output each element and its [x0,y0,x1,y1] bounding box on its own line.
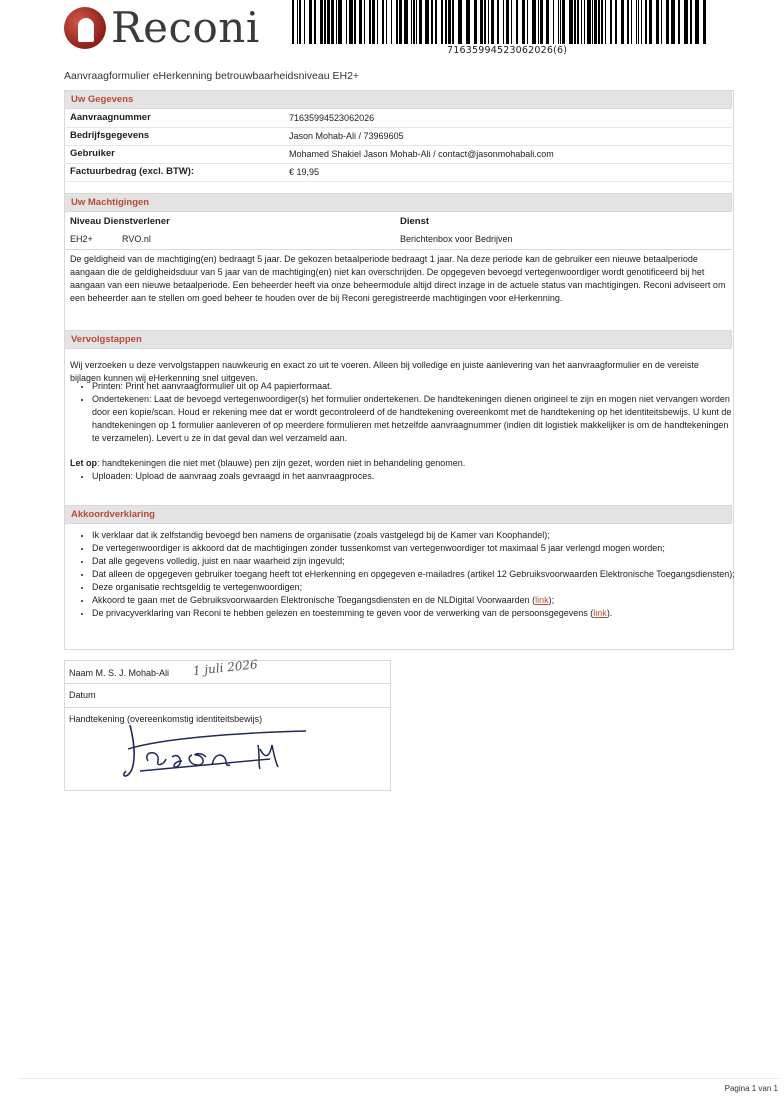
barcode-bar [503,0,504,44]
signature-drawing [120,721,310,783]
barcode-bar [413,0,415,44]
barcode-bar [695,0,699,44]
barcode-bar [369,0,371,44]
vervolg-intro: Wij verzoeken u deze vervolgstappen nauwkeurig en exact zo uit te voeren. Alleen bij volledige en juiste aanlevering van het aanvraagformulier en de vereiste bijlagen kunnen wij eHerkenning snel uitgeven. [70,360,699,383]
list-item [92,607,754,620]
barcode-bar [562,0,565,44]
barcode-bar [527,0,528,44]
barcode-bar [574,0,576,44]
privacy-link[interactable]: link [593,608,607,618]
barcode-bar [546,0,549,44]
list-item: • Deze organisatie rechtsgeldig te vertegenwoordigen; [92,581,754,594]
barcode-bar [448,0,451,44]
field-label: Aanvraagnummer [70,112,151,123]
barcode-bar [386,0,387,44]
list-item: • Uploaden: Upload de aanvraag zoals gevraagd in het aanvraagproces. [92,470,732,483]
handtekening-label: Handtekening (overeenkomstig identiteitsbewijs) [69,714,263,724]
page-number: Pagina 1 van 1 [724,1084,778,1093]
barcode-bar [661,0,662,44]
upload-list [70,470,732,483]
barcode-bar [466,0,470,44]
naam-label: Naam M. S. J. Mohab-Ali [69,668,170,678]
akkoord-list [70,529,754,620]
field-label: Gebruiker [70,148,115,159]
barcode-bar [338,0,342,44]
barcode-bar [377,0,378,44]
barcode-bar [592,0,593,44]
barcode-bar [484,0,486,44]
signature-box [64,657,391,791]
section-title: Uw Machtigingen [71,197,150,208]
row-bedrijfsgegevens [64,128,732,146]
barcode-bar [621,0,624,44]
steps-list [70,380,732,445]
barcode-bar [641,0,642,44]
barcode-bar [364,0,365,44]
barcode-bar [497,0,499,44]
item-text: ). [606,608,613,618]
barcode-bar [320,0,323,44]
barcode-bar [488,0,489,44]
section-header-machtigingen [64,193,732,212]
barcode-bar [638,0,639,44]
section-title: Uw Gegevens [71,94,134,105]
column-header-niveau: Niveau Dienstverlener [70,216,170,227]
barcode-bar [690,0,692,44]
barcode-bar [354,0,356,44]
barcode-bar [304,0,305,44]
column-header-dienst: Dienst [400,216,430,227]
barcode-bar [445,0,447,44]
section-header-gegevens [64,90,732,109]
barcode-bar [581,0,582,44]
barcode-bar [587,0,591,44]
letop-label: Let op [70,458,97,468]
barcode-bar [431,0,433,44]
barcode-bar [458,0,462,44]
barcode-bar [419,0,422,44]
barcode-bar [540,0,543,44]
barcode [292,0,706,44]
barcode-bar [480,0,483,44]
barcode-bar [569,0,573,44]
barcode-bar [425,0,429,44]
list-item: • Dat alle gegevens volledig, juist en naar waarheid zijn ingevuld; [92,555,754,568]
list-item: • De vertegenwoordiger is akkoord dat de machtigingen zonder tussenkomst van vertegenwoordiger tot maximaal 5 jaar verlengd mogen worden; [92,542,754,555]
barcode-bar [309,0,312,44]
row-gebruiker [64,146,732,164]
divider [65,683,390,684]
field-value: Mohamed Shakiel Jason Mohab-Ali / contact@jasonmohabali.com [289,149,554,159]
barcode-bar [331,0,334,44]
handwritten-date: 1 juli 2026 [192,657,259,678]
item-text: De privacyverklaring van Reconi te hebben gelezen en toestemming te geven voor de verwerking van de persoonsgegevens ( [92,608,594,618]
barcode-bar [560,0,561,44]
barcode-bar [678,0,680,44]
list-item [92,594,754,607]
barcode-bar [631,0,632,44]
barcode-bar [299,0,301,44]
barcode-bar [627,0,629,44]
barcode-bar [324,0,326,44]
barcode-bar [327,0,330,44]
barcode-bar [452,0,454,44]
barcode-bar [297,0,298,44]
barcode-bar [435,0,437,44]
barcode-bar [404,0,408,44]
field-label: Factuurbedrag (excl. BTW): [70,166,195,177]
barcode-bar [610,0,612,44]
barcode-bar [598,0,600,44]
barcode-bar [491,0,494,44]
barcode-bar [594,0,597,44]
letop-text: : handtekeningen die niet met (blauwe) pen zijn gezet, worden niet in behandeling genomen. [97,458,466,468]
barcode-bar [538,0,539,44]
barcode-bar [396,0,398,44]
barcode-number: 71635994523062026(6) [447,45,568,56]
field-value: Jason Mohab-Ali / 73969605 [289,131,404,141]
list-item: • Ik verklaar dat ik zelfstandig bevoegd ben namens de organisatie (zoals vastgelegd bij de Kamer van Koophandel); [92,529,754,542]
barcode-bar [336,0,337,44]
barcode-bar [349,0,353,44]
barcode-bar [553,0,554,44]
barcode-bar [605,0,606,44]
barcode-bar [522,0,525,44]
field-value: 71635994523062026 [289,113,375,123]
barcode-bar [584,0,585,44]
barcode-bar [346,0,347,44]
barcode-bar [516,0,518,44]
machtigingen-paragraph: De geldigheid van de machtiging(en) bedraagt 5 jaar. De gekozen betaalperiode bedraagt 1 jaar. Na deze periode kan de gebruiker een nieuwe betaalperiode aangaan die de geldigheidsduur van 5 jaar van de machtiging(en) niet kan overschrijden. De opgegeven bevoegd vertegenwoordiger wordt genotificeerd bij het aangaan van een nieuwe betaalperiode. Een beheerder heeft via onze beheermodule altijd direct inzage in de actuele status van machtigingen. Reconi adviseert om een beheerder aan te stellen om goed beheer te houden over de bij Reconi geregistreerde machtigingen voor eHerkenning. [70,254,726,303]
barcode-bar [636,0,637,44]
divider [64,249,732,250]
barcode-bar [532,0,536,44]
barcode-bar [645,0,647,44]
field-value: € 19,95 [289,167,320,177]
barcode-bar [359,0,362,44]
letop-note [70,457,465,470]
barcode-bar [666,0,669,44]
barcode-bar [649,0,652,44]
field-label: Bedrijfsgegevens [70,130,150,141]
barcode-bar [372,0,375,44]
barcode-bar [511,0,512,44]
barcode-bar [474,0,477,44]
barcode-bar [615,0,617,44]
barcode-bar [399,0,402,44]
voorwaarden-link[interactable]: link [535,595,549,605]
barcode-bar [416,0,417,44]
barcode-bar [558,0,559,44]
row-aanvraagnummer [64,110,732,128]
barcode-bar [292,0,294,44]
section-title: Akkoordverklaring [71,509,155,520]
niveau-value: EH2+ [70,234,93,244]
barcode-bar [441,0,443,44]
barcode-bar [314,0,316,44]
barcode-bar [656,0,659,44]
barcode-bar [601,0,603,44]
barcode-bar [577,0,579,44]
dienst-value: Berichtenbox voor Bedrijven [400,234,513,244]
footer-divider [18,1078,780,1079]
datum-label: Datum [69,690,96,700]
section-title: Vervolgstappen [71,334,142,345]
barcode-bar [391,0,392,44]
item-text: Akkoord te gaan met de Gebruiksvoorwaarden Elektronische Toegangsdiensten en de NLDigital Voorwaarden ( [92,595,536,605]
logo-text: Reconi [111,3,260,52]
document-title: Aanvraagformulier eHerkenning betrouwbaarheidsniveau EH2+ [64,70,360,82]
barcode-bar [382,0,384,44]
barcode-bar [506,0,509,44]
item-text: ); [548,595,555,605]
list-item: • Dat alleen de opgegeven gebruiker toegang heeft tot eHerkenning en opgegeven e-mailadres (artikel 12 Gebruiksvoorwaarden Elektronische Toegangsdiensten); [92,568,754,581]
barcode-bar [671,0,675,44]
section-header-akkoordverklaring [64,505,732,524]
barcode-bar [703,0,706,44]
logo-mark-notch [78,18,94,42]
barcode-bar [411,0,412,44]
divider [65,707,390,708]
list-item: • Ondertekenen: Laat de bevoegd vertegenwoordiger(s) het formulier ondertekenen. De handtekeningen dienen origineel te zijn en mogen niet vervangen worden door een kopie/scan. Houd er rekening mee dat er wordt gecontroleerd of de handtekening overeenkomt met de handtekening op het identiteitsbewijs. U kunt de handtekeningen op 1 formulier aanleveren of op meerdere formulieren met hetzelfde aanvraagnummer (indien dit logistiek makkelijker is om de handtekeningen te verzamelen). Levert u ze in dat geval dan wel verzameld aan. [92,393,732,445]
row-factuurbedrag [64,164,732,182]
list-item: • Printen: Print het aanvraagformulier uit op A4 papierformaat. [92,380,732,393]
section-header-vervolgstappen [64,330,732,349]
dienstverlener-value: RVO.nl [122,234,151,244]
barcode-bar [684,0,688,44]
